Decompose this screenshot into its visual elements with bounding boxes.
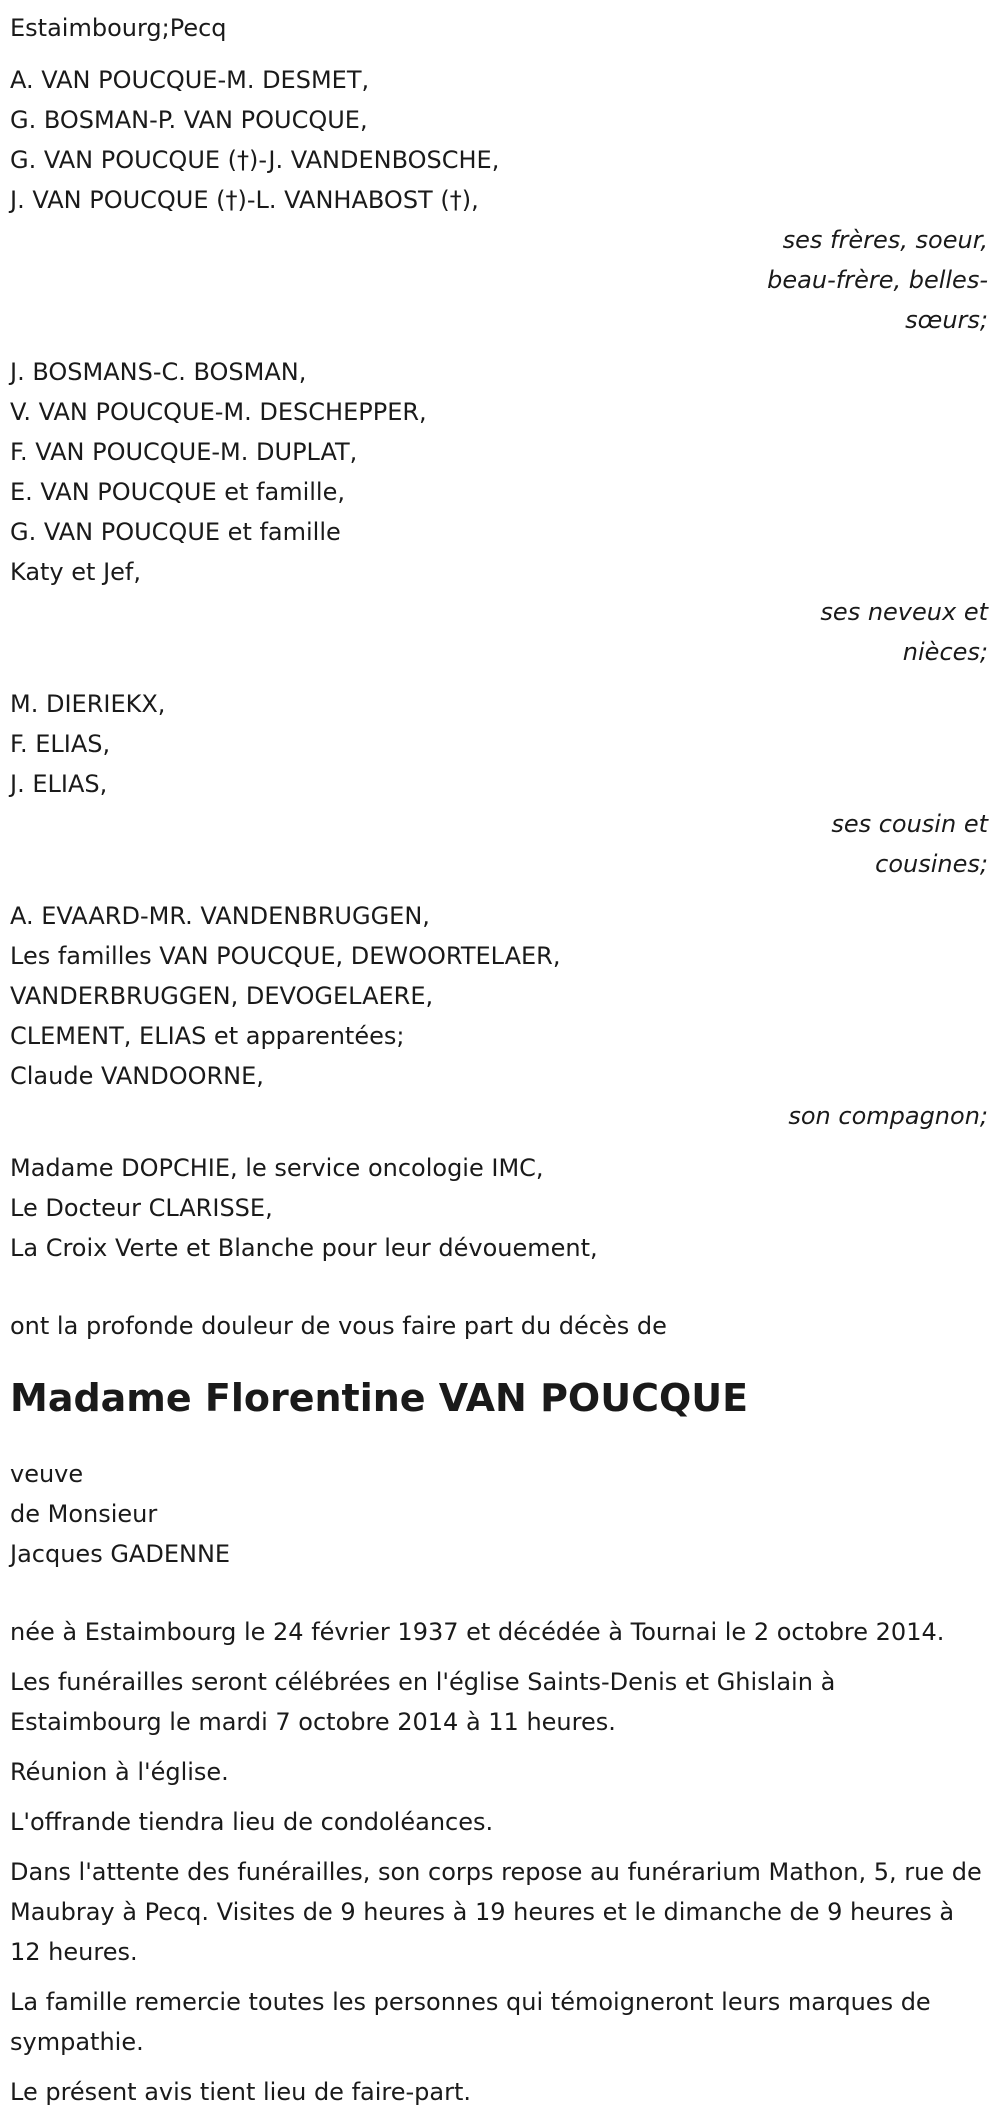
family-member: CLEMENT, ELIAS et apparentées; xyxy=(10,1022,405,1050)
family-member: F. VAN POUCQUE-M. DUPLAT, xyxy=(10,438,358,466)
offering-info: L'offrande tiendra lieu de condoléances. xyxy=(10,1808,494,1836)
details-block xyxy=(10,1612,1000,2112)
relation-label: son compagnon; xyxy=(788,1102,988,1130)
family-group-relatives xyxy=(10,896,1000,1136)
funeral-info: Les funérailles seront célébrées en l'église Saints-Denis et Ghislain à Estaimbourg le mardi 7 octobre 2014 à 11 heures. xyxy=(10,1668,836,1736)
status-line: de Monsieur xyxy=(10,1500,158,1528)
thanks-line: Le Docteur CLARISSE, xyxy=(10,1194,273,1222)
family-member: Les familles VAN POUCQUE, DEWOORTELAER, xyxy=(10,942,561,970)
relation-label: ses cousin et xyxy=(831,810,988,838)
spacer xyxy=(10,48,1000,60)
thanks-line: La Croix Verte et Blanche pour leur dévouement, xyxy=(10,1234,598,1262)
meeting-info: Réunion à l'église. xyxy=(10,1758,229,1786)
notice-footer: Le présent avis tient lieu de faire-part. xyxy=(10,2078,472,2106)
relation-label: nièces; xyxy=(902,638,988,666)
visitation-info: Dans l'attente des funérailles, son corps repose au funérarium Mathon, 5, rue de Maubray à Pecq. Visites de 9 heures à 19 heures et le dimanche de 9 heures à 12 heures. xyxy=(10,1858,982,1966)
family-group-cousins xyxy=(10,684,1000,884)
relation-label: sœurs; xyxy=(905,306,988,334)
family-member: M. DIERIEKX, xyxy=(10,690,166,718)
family-member: A. VAN POUCQUE-M. DESMET, xyxy=(10,66,370,94)
family-member: G. VAN POUCQUE et famille xyxy=(10,518,341,546)
birth-death-dates: née à Estaimbourg le 24 février 1937 et décédée à Tournai le 2 octobre 2014. xyxy=(10,1618,945,1646)
status-line: Jacques GADENNE xyxy=(10,1540,231,1568)
relation-label: ses neveux et xyxy=(820,598,988,626)
family-member: G. VAN POUCQUE (†)-J. VANDENBOSCHE, xyxy=(10,146,500,174)
relation-label: cousines; xyxy=(875,850,988,878)
family-member: J. BOSMANS-C. BOSMAN, xyxy=(10,358,307,386)
spacer xyxy=(10,340,1000,352)
family-member: J. ELIAS, xyxy=(10,770,108,798)
announcement-text: ont la profonde douleur de vous faire part du décès de xyxy=(10,1312,667,1340)
family-group-nephews xyxy=(10,352,1000,672)
thanks-block xyxy=(10,1148,1000,1268)
family-member: F. ELIAS, xyxy=(10,730,111,758)
spacer xyxy=(10,1574,1000,1612)
family-member: A. EVAARD-MR. VANDENBRUGGEN, xyxy=(10,902,430,930)
family-member: Katy et Jef, xyxy=(10,558,141,586)
family-member: G. BOSMAN-P. VAN POUCQUE, xyxy=(10,106,368,134)
deceased-status xyxy=(10,1454,1000,1574)
family-member: E. VAN POUCQUE et famille, xyxy=(10,478,345,506)
thanks-line: Madame DOPCHIE, le service oncologie IMC, xyxy=(10,1154,544,1182)
family-member: V. VAN POUCQUE-M. DESCHEPPER, xyxy=(10,398,427,426)
spacer xyxy=(10,1268,1000,1306)
family-member: Claude VANDOORNE, xyxy=(10,1062,264,1090)
deceased-name: Madame Florentine VAN POUCQUE xyxy=(10,1376,749,1420)
spacer xyxy=(10,884,1000,896)
family-member: J. VAN POUCQUE (†)-L. VANHABOST (†), xyxy=(10,186,479,214)
locations: Estaimbourg;Pecq xyxy=(10,14,227,42)
status-line: veuve xyxy=(10,1460,84,1488)
spacer xyxy=(10,672,1000,684)
spacer xyxy=(10,1136,1000,1148)
relation-label: ses frères, soeur, xyxy=(782,226,988,254)
family-thanks: La famille remercie toutes les personnes qui témoigneront leurs marques de sympathie. xyxy=(10,1988,931,2056)
family-group-siblings xyxy=(10,60,1000,340)
relation-label: beau-frère, belles- xyxy=(767,266,988,294)
family-member: VANDERBRUGGEN, DEVOGELAERE, xyxy=(10,982,434,1010)
